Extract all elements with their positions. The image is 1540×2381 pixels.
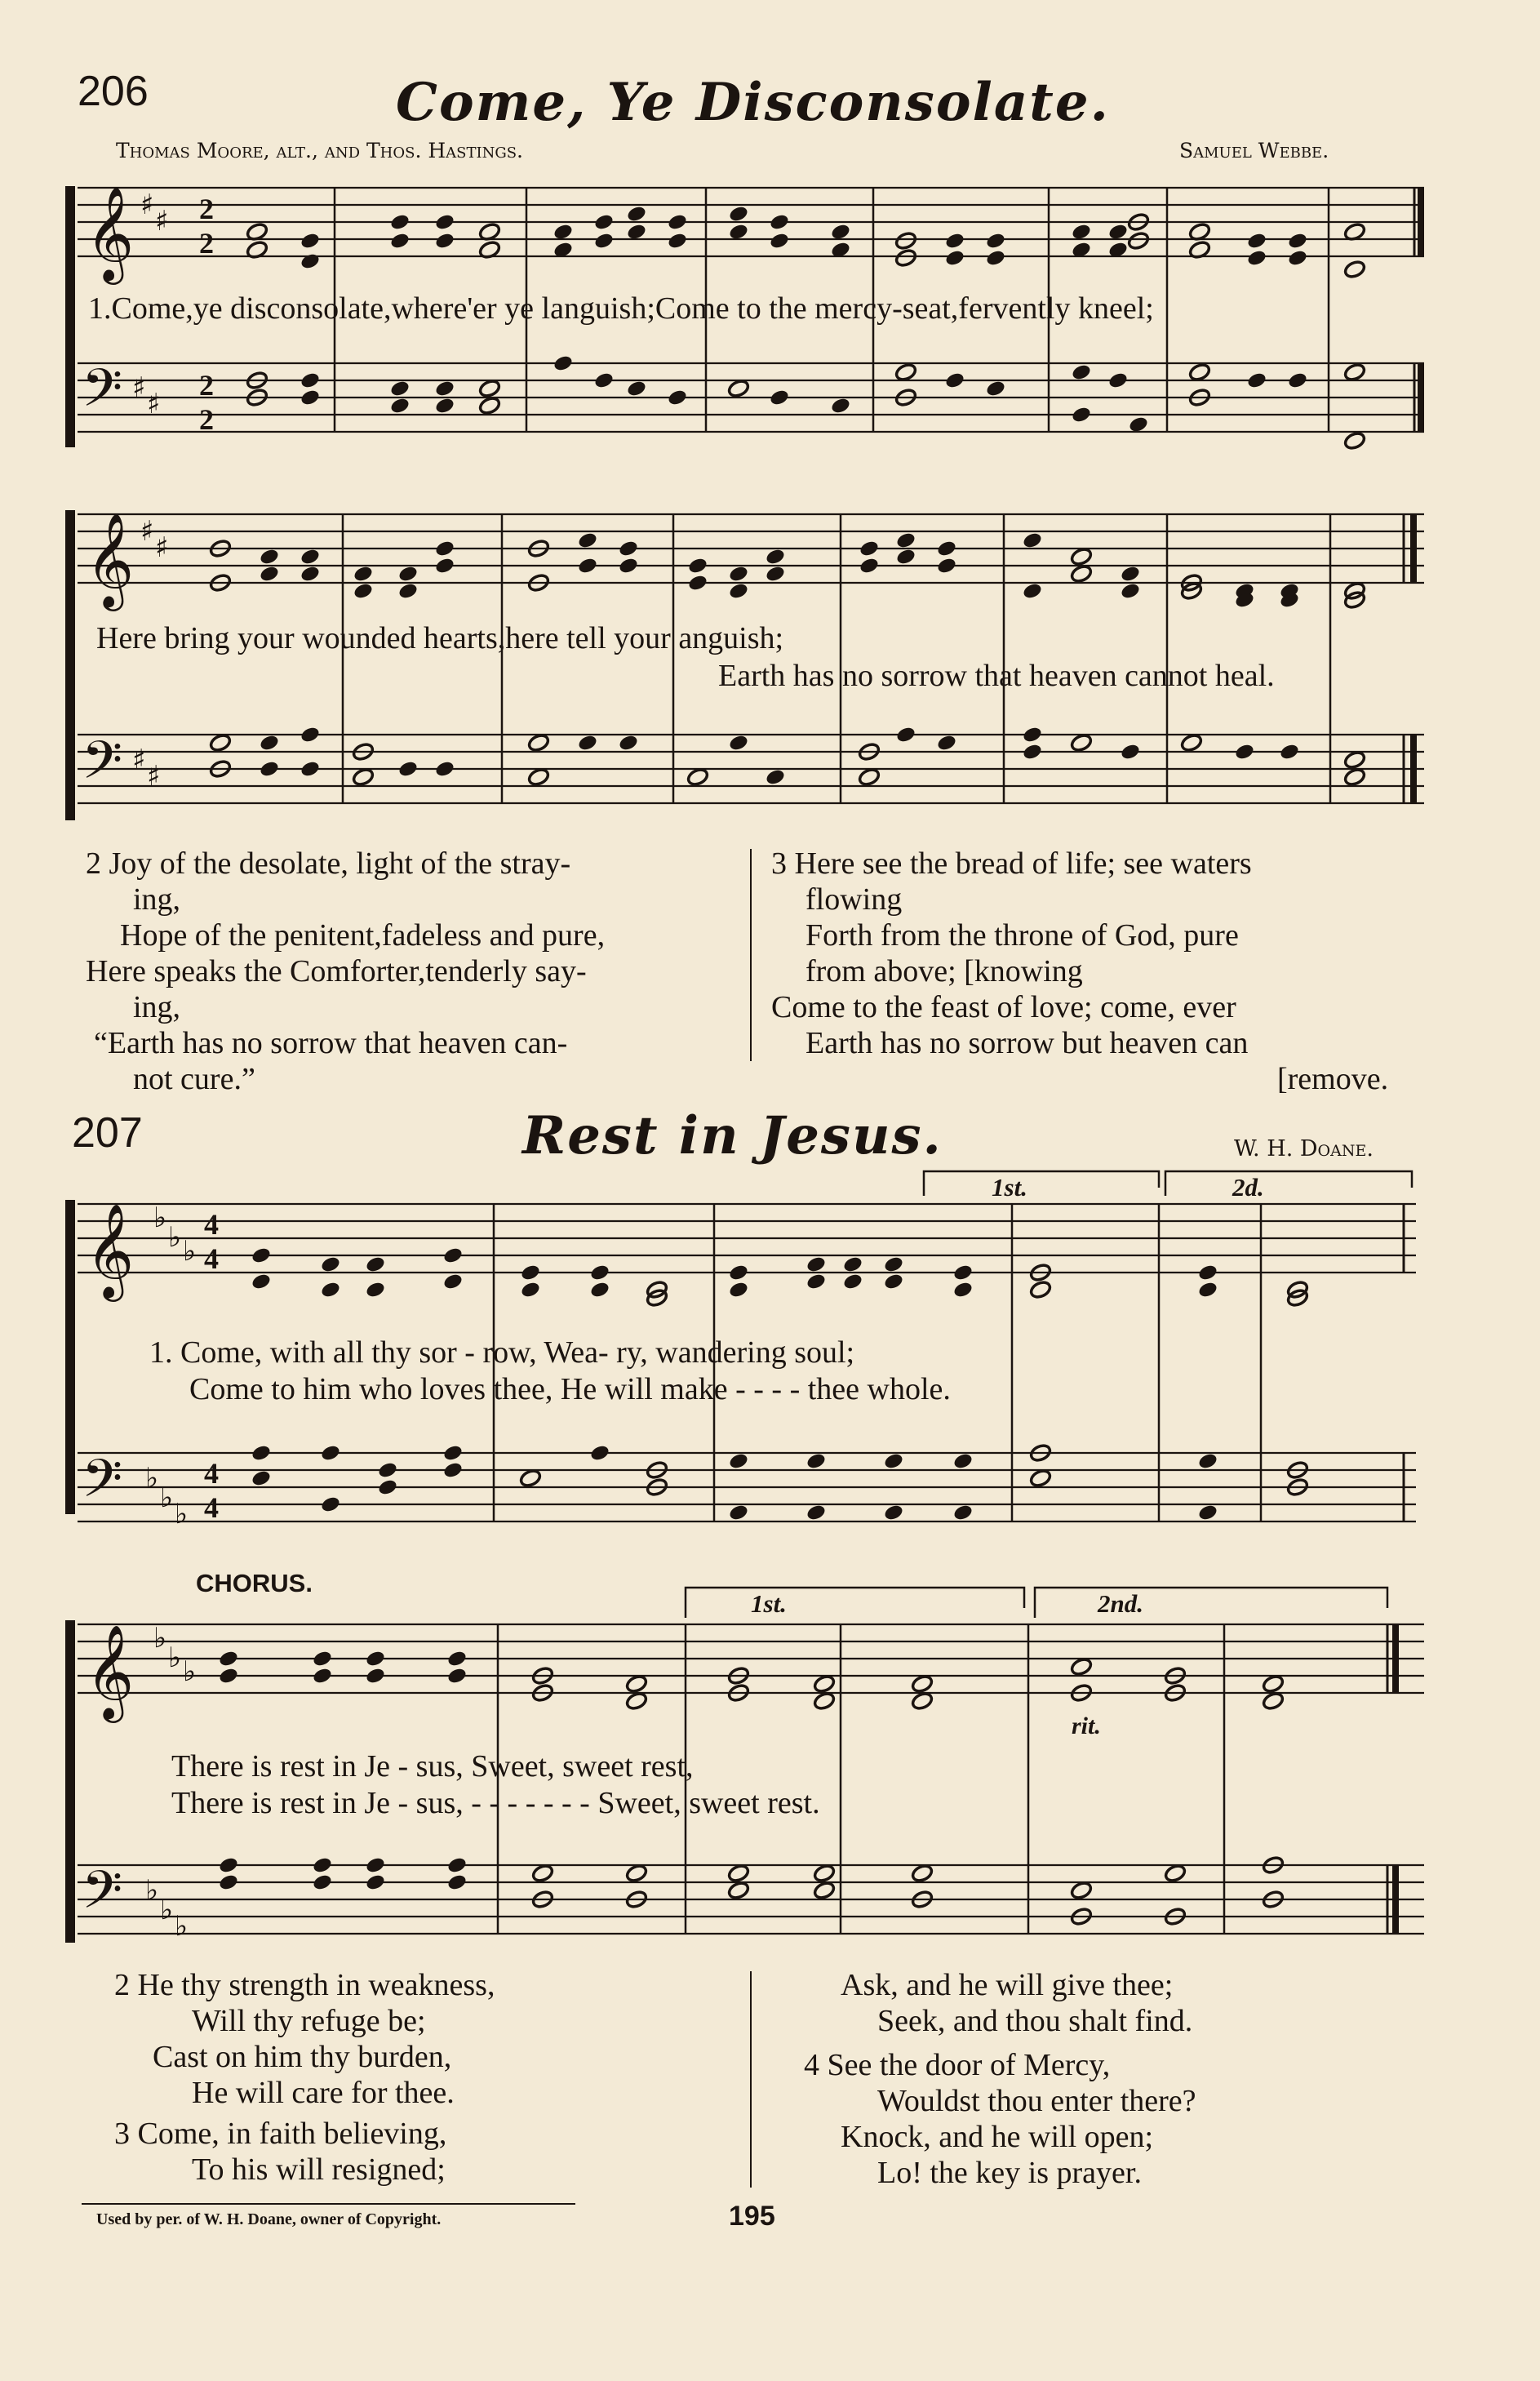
verse-line: Hope of the penitent,fadeless and pure, (120, 918, 606, 953)
hymn-206-verse-3 (771, 846, 1388, 1097)
ending-1-label: 1st. (992, 1173, 1027, 1202)
page-number: 195 (729, 2201, 775, 2232)
verse-line: Come to the feast of love; come, ever (771, 990, 1236, 1024)
verse-line: 2 He thy strength in weakness, (114, 1968, 495, 2002)
verse-line: Cast on him thy burden, (153, 2040, 452, 2074)
verse-line: ing, (133, 882, 181, 917)
svg-text:♭: ♭ (168, 1221, 182, 1254)
hymn-207-lyric-line-1a: 1. Come, with all thy sor - row, Wea- ry, wandering soul; (149, 1335, 855, 1370)
verse-line: 2 Joy of the desolate, light of the stray- (86, 846, 571, 881)
verse-line: To his will resigned; (192, 2152, 446, 2187)
svg-text:♭: ♭ (168, 1641, 182, 1674)
svg-text:♭: ♭ (160, 1481, 174, 1514)
hymn-206-title: Come, Ye Disconsolate. (396, 72, 1110, 133)
verse-line: [remove. (1277, 1062, 1389, 1096)
verse-line: He will care for thee. (192, 2076, 455, 2110)
chorus-lyric-line-1: There is rest in Je - sus, Sweet, sweet rest, (171, 1749, 694, 1784)
verse-line: 3 Here see the bread of life; see waters (771, 846, 1252, 881)
verse-line: 4 See the door of Mercy, (804, 2048, 1111, 2082)
hymn-207-lyric-line-1b: Come to him who loves thee, He will make - - - - thee whole. (189, 1372, 951, 1406)
chorus-ending-2-label: 2nd. (1098, 1589, 1143, 1618)
verse-line: not cure.” (133, 1062, 255, 1096)
svg-text:𝄞: 𝄞 (86, 1202, 135, 1298)
svg-text:4: 4 (204, 1242, 219, 1275)
svg-text:♭: ♭ (145, 1874, 159, 1907)
svg-text:2: 2 (199, 403, 214, 436)
ritardando-mark: rit. (1072, 1712, 1101, 1739)
verse-line: Will thy refuge be; (192, 2004, 426, 2038)
svg-text:♭: ♭ (183, 1655, 197, 1688)
verse-line: Lo! the key is prayer. (877, 2156, 1142, 2190)
svg-text:♭: ♭ (160, 1894, 174, 1926)
chorus-ending-1-label: 1st. (751, 1589, 787, 1618)
hymn-207-verses-left (114, 1967, 495, 2188)
hymn-207-verses-right (804, 1967, 1196, 2191)
hymn-206-author: Thomas Moore, alt., and Thos. Hastings. (116, 139, 524, 162)
svg-text:♯: ♯ (155, 205, 169, 238)
svg-text:𝄞: 𝄞 (86, 1624, 135, 1719)
svg-text:4: 4 (204, 1208, 219, 1241)
hymn-206-number: 206 (78, 68, 149, 115)
hymn-206-composer: Samuel Webbe. (1179, 139, 1329, 162)
svg-text:♯: ♯ (140, 189, 154, 221)
svg-text:♯: ♯ (132, 371, 146, 404)
verse-line: ing, (133, 990, 181, 1024)
verse-line: Forth from the throne of God, pure (806, 918, 1239, 953)
svg-text:♭: ♭ (153, 1202, 167, 1234)
svg-text:4: 4 (204, 1457, 219, 1490)
chorus-label: CHORUS. (196, 1569, 313, 1597)
svg-text:♭: ♭ (175, 1498, 189, 1530)
hymn-207-composer: W. H. Doane. (1234, 1136, 1374, 1162)
chorus-lyric-line-2: There is rest in Je - sus, - - - - - - - Sweet, sweet rest. (171, 1786, 820, 1820)
hymn-206-lyric-line-2b: Earth has no sorrow that heaven cannot heal. (718, 659, 1275, 693)
ending-2-label: 2d. (1232, 1173, 1264, 1202)
svg-text:♯: ♯ (132, 744, 146, 776)
copyright-note: Used by per. of W. H. Doane, owner of Copyright. (96, 2210, 442, 2228)
hymn-206-lyric-line-2a: Here bring your wounded hearts,here tell your anguish; (96, 621, 784, 655)
hymn-207-number: 207 (72, 1109, 143, 1157)
svg-text:♭: ♭ (183, 1235, 197, 1268)
svg-text:𝄢: 𝄢 (82, 731, 123, 804)
svg-text:𝄢: 𝄢 (82, 358, 123, 432)
hymn-206-lyric-line-1: 1.Come,ye disconsolate,where'er ye languish;Come to the mercy-seat,fervently kneel; (88, 291, 1154, 326)
verse-line: Ask, and he will give thee; (841, 1968, 1174, 2002)
svg-text:♭: ♭ (153, 1622, 167, 1655)
verse-line: Earth has no sorrow but heaven can (806, 1026, 1249, 1060)
verse-line: Knock, and he will open; (841, 2120, 1154, 2154)
verse-line: “Earth has no sorrow that heaven can- (94, 1026, 568, 1060)
svg-text:♯: ♯ (140, 515, 154, 548)
verse-line: Here speaks the Comforter,tenderly say- (86, 954, 587, 988)
verse-line: 3 Come, in faith believing, (114, 2117, 447, 2151)
hymn-206-verse-2 (86, 846, 605, 1097)
svg-text:4: 4 (204, 1491, 219, 1524)
svg-text:♯: ♯ (147, 388, 161, 420)
verse-line: Wouldst thou enter there? (877, 2084, 1196, 2118)
svg-text:♯: ♯ (155, 531, 169, 564)
verse-line: flowing (806, 882, 903, 917)
svg-text:2: 2 (199, 193, 214, 225)
svg-text:♭: ♭ (175, 1910, 189, 1943)
svg-text:𝄢: 𝄢 (82, 1860, 123, 1934)
svg-text:𝄞: 𝄞 (86, 185, 135, 281)
svg-text:2: 2 (199, 227, 214, 260)
svg-text:𝄞: 𝄞 (86, 512, 135, 607)
svg-text:𝄢: 𝄢 (82, 1449, 123, 1522)
hymn-207-title: Rest in Jesus. (522, 1105, 943, 1166)
svg-text:2: 2 (199, 369, 214, 402)
svg-text:♯: ♯ (147, 760, 161, 793)
svg-text:♭: ♭ (145, 1462, 159, 1495)
verse-line: Seek, and thou shalt find. (877, 2004, 1193, 2038)
verse-line: from above; [knowing (806, 954, 1083, 988)
